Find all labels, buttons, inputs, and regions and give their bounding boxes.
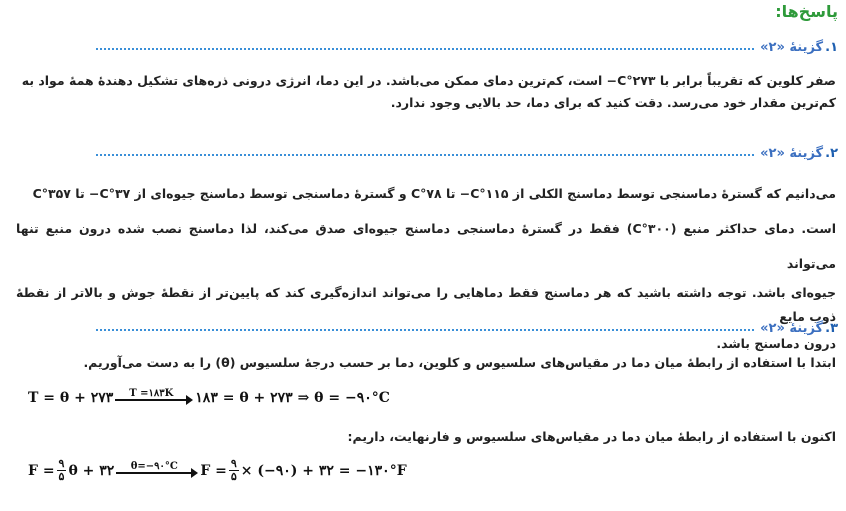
paragraph-line: است. دمای حداکثر منبع (۳۰۰°C) فقط در گسترۀ دماسنجی دماسنج جیوه‌ای صدق می‌کند، لذا دماسنج نصب شده درون منبع تنها می‌تواند	[16, 221, 836, 271]
substitution-arrow	[116, 462, 192, 474]
question-2-number: ۲.	[825, 145, 838, 161]
question-1-answer	[16, 70, 836, 114]
fraction	[57, 458, 67, 483]
fraction-denominator: ۵	[58, 470, 65, 483]
question-3-intro: ابتدا با استفاده از رابطۀ میان دما در مقیاس‌های سلسیوس و کلوین، دما بر حسب درجۀ سلسیوس (θ) را به دست می‌آوریم.	[83, 355, 836, 370]
arrow-line	[115, 399, 187, 401]
fraction-numerator: ۹	[58, 457, 65, 470]
question-3-number: ۳.	[825, 320, 838, 336]
question-3-mid: اکنون با استفاده از رابطۀ میان دما در مقیاس‌های سلسیوس و فارنهایت، داریم:	[347, 429, 836, 444]
question-1-header	[96, 38, 838, 56]
question-3-header	[96, 319, 838, 337]
equation-f-label: F =	[28, 462, 55, 479]
paragraph-line: صفر کلوین که تقریباً برابر با ۲۷۳°C− است، کم‌ترین دمای ممکن می‌باشد. در این دما، انرژی درونی ذره‌های تشکیل دهندۀ همۀ مواد به	[21, 73, 836, 88]
substitution-arrow	[115, 389, 187, 401]
dotted-separator	[96, 48, 754, 50]
equation-left: T = θ + ۲۷۳	[28, 390, 114, 406]
fraction-numerator: ۹	[230, 457, 237, 470]
equation-result: × (−۹۰) + ۳۲ = −۱۳۰°F	[240, 462, 407, 479]
question-1-number: ۱.	[825, 39, 838, 55]
equation-f-label-2: F =	[200, 462, 227, 479]
equation-f-rest: θ + ۳۲	[68, 462, 115, 479]
fahrenheit-equation	[28, 458, 407, 483]
question-1-option: گزینۀ «۲»	[760, 39, 824, 55]
fraction-denominator: ۵	[230, 470, 237, 483]
paragraph-line: درون دماسنج باشد.	[716, 336, 836, 351]
answers-title: پاسخ‌ها:	[775, 2, 838, 21]
paragraph-line: جیوه‌ای باشد. توجه داشته باشید که هر دماسنج فقط دماهایی را می‌تواند اندازه‌گیری کند که پایین‌تر از نقطۀ جوش و بالاتر از نقطۀ ذوب مایع	[16, 285, 836, 324]
equation-right: ۱۸۳ = θ + ۲۷۳ ⇒ θ = −۹۰°C	[195, 390, 390, 406]
arrow-label: θ=−۹۰°C	[130, 460, 178, 472]
paragraph-line: می‌دانیم که گسترۀ دماسنجی توسط دماسنج الکلی از ۱۱۵°C− تا ۷۸°C و گسترۀ دماسنجی توسط دماسنج جیوه‌ای از ۳۷°C− تا ۳۵۷°C	[32, 186, 836, 201]
dotted-separator	[96, 154, 754, 156]
question-3-option: گزینۀ «۲»	[760, 320, 824, 336]
dotted-separator	[96, 329, 754, 331]
arrow-line	[116, 472, 192, 474]
arrow-label: T =۱۸۳K	[129, 388, 174, 399]
kelvin-equation	[28, 390, 390, 406]
paragraph-line: کم‌ترین مقدار خود می‌رسد. دقت کنید که برای دما، حد بالایی وجود ندارد.	[390, 95, 836, 110]
fraction	[229, 458, 239, 483]
question-2-header	[96, 144, 838, 162]
question-2-option: گزینۀ «۲»	[760, 145, 824, 161]
